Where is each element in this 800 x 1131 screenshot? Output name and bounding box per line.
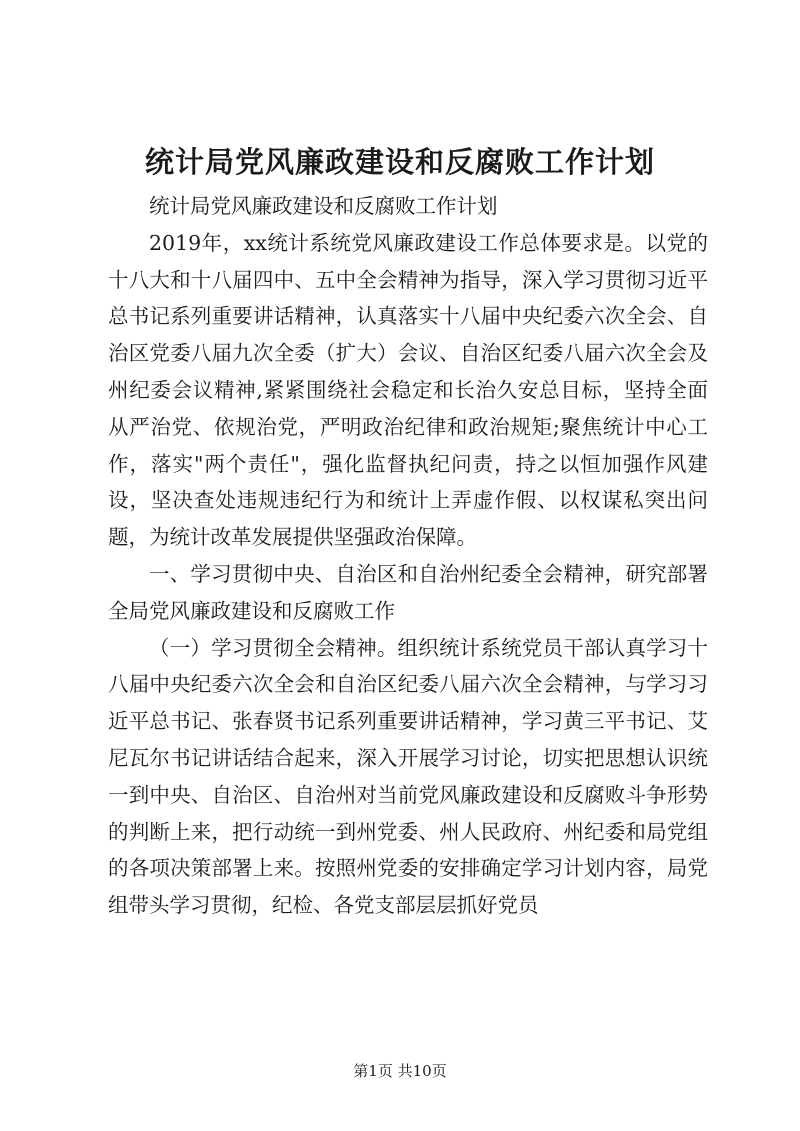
subtitle-paragraph: 统计局党风廉政建设和反腐败工作计划 <box>149 194 498 218</box>
intro-paragraph: 2019年，xx统计系统党风廉政建设工作总体要求是。以党的十八大和十八届四中、五中全会精神为指导，深入学习贯彻习近平总书记系列重要讲话精神，认真落实十八届中央纪委六次全会、自治区党委八届九次全委（扩大）会议、自治区纪委八届六次全会及州纪委会议精神,紧紧围绕社会稳定和长治久安总目标，坚持全面从严治党、依规治党，严明政治纪律和政治规矩;聚焦统计中心工作，落实"两个责任"，强化监督执纪问责，持之以恒加强作风建设，坚决查处违规违纪行为和统计上弄虚作假、以权谋私突出问题，为统计改革发展提供坚强政治保障。 <box>108 230 708 550</box>
section-heading: 一、学习贯彻中央、自治区和自治州纪委全会精神，研究部署全局党风廉政建设和反腐败工作 <box>108 561 708 623</box>
page-footer: 第1页 共10页 <box>353 1062 447 1080</box>
document-title: 统计局党风廉政建设和反腐败工作计划 <box>144 145 655 179</box>
document-body <box>108 188 708 924</box>
section-paragraph: （一）学习贯彻全会精神。组织统计系统党员干部认真学习十八届中央纪委六次全会和自治区纪委八届六次全会精神，与学习习近平总书记、张春贤书记系列重要讲话精神，学习黄三平书记、艾尼瓦尔书记讲话结合起来，深入开展学习讨论，切实把思想认识统一到中央、自治区、自治州对当前党风廉政建设和反腐败斗争形势的判断上来，把行动统一到州党委、州人民政府、州纪委和局党组的各项决策部署上来。按照州党委的安排确定学习计划内容，局党组带头学习贯彻，纪检、各党支部层层抓好党员 <box>108 635 708 918</box>
